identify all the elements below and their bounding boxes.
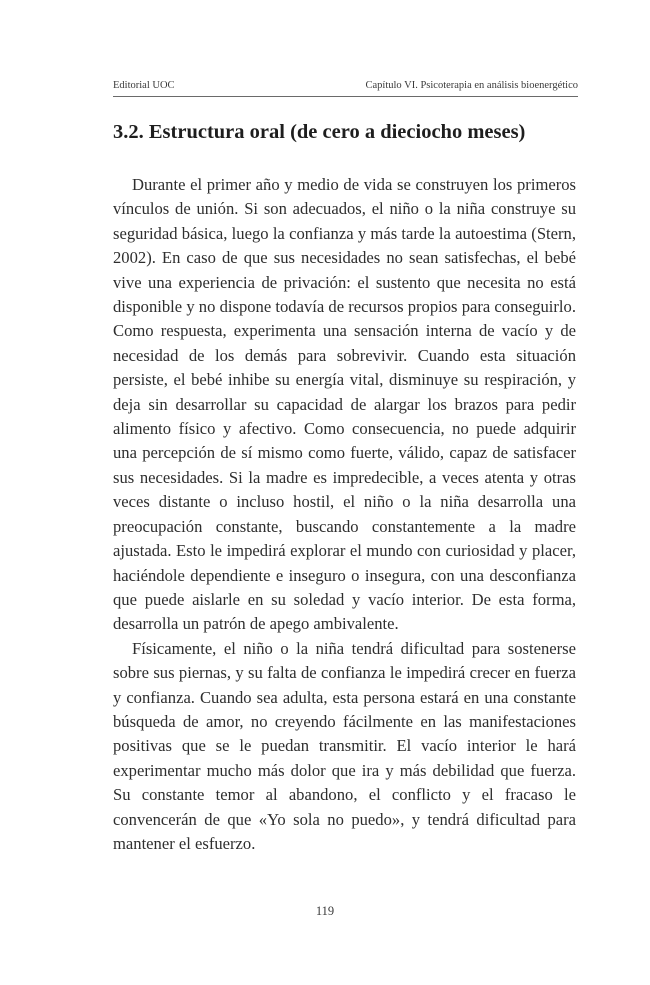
- paragraph-2: Físicamente, el niño o la niña tendrá dificultad para sostenerse sobre sus piernas, y su falta de confianza le impedirá crecer en fuerza y confianza. Cuando sea adulta, esta persona estará en una constante búsqueda de amor, no creyendo fácilmente en las manifestaciones positivas que se le puedan transmitir. El vacío interior le hará experimentar mucho más dolor que ira y más debilidad que fuerza. Su constante temor al abandono, el conflicto y el fracaso le convencerán de que «Yo sola no puedo», y tendrá dificultad para mantener el esfuerzo.: [113, 638, 576, 853]
- header-publisher: Editorial UOC: [113, 80, 175, 91]
- paragraph-1: Durante el primer año y medio de vida se construyen los primeros vínculos de unión. Si son adecuados, el niño o la niña construye su seguridad básica, luego la confianza y más tarde la autoestima (Stern, 2002). En caso de que sus necesidades no sean satisfechas, el bebé vive una experiencia de privación: el sustento que necesita no está disponible y no dispone todavía de recursos propios para conseguirlo. Como respuesta, experimenta una sensación interna de vacío y de necesidad de los demás para sobrevivir. Cuando esta situación persiste, el bebé inhibe su energía vital, disminuye su respiración, y deja sin desarrollar su capacidad de alargar los brazos para pedir alimento físico y afectivo. Como consecuencia, no puede adquirir una percepción de sí mismo como fuerte, válido, capaz de satisfacer sus necesidades. Si la madre es impredecible, a veces atenta y otras veces distante o incluso hostil, el niño o la niña desarrolla una preocupación constante, buscando constantemente a la madre ajustada. Esto le impedirá explorar el mundo con curiosidad y placer, haciéndole dependiente e inseguro o insegura, con una desconfianza que puede aislarle en su soledad y vacío interior. De esta forma, desarrolla un patrón de apego ambivalente.: [113, 175, 576, 634]
- section-title: 3.2. Estructura oral (de cero a dieciocho meses): [113, 121, 526, 143]
- page-number: 119: [315, 904, 335, 918]
- header-chapter-title: Capítulo VI. Psicoterapia en análisis bioenergético: [365, 80, 578, 91]
- body-text: [113, 173, 576, 856]
- running-header: [113, 80, 578, 97]
